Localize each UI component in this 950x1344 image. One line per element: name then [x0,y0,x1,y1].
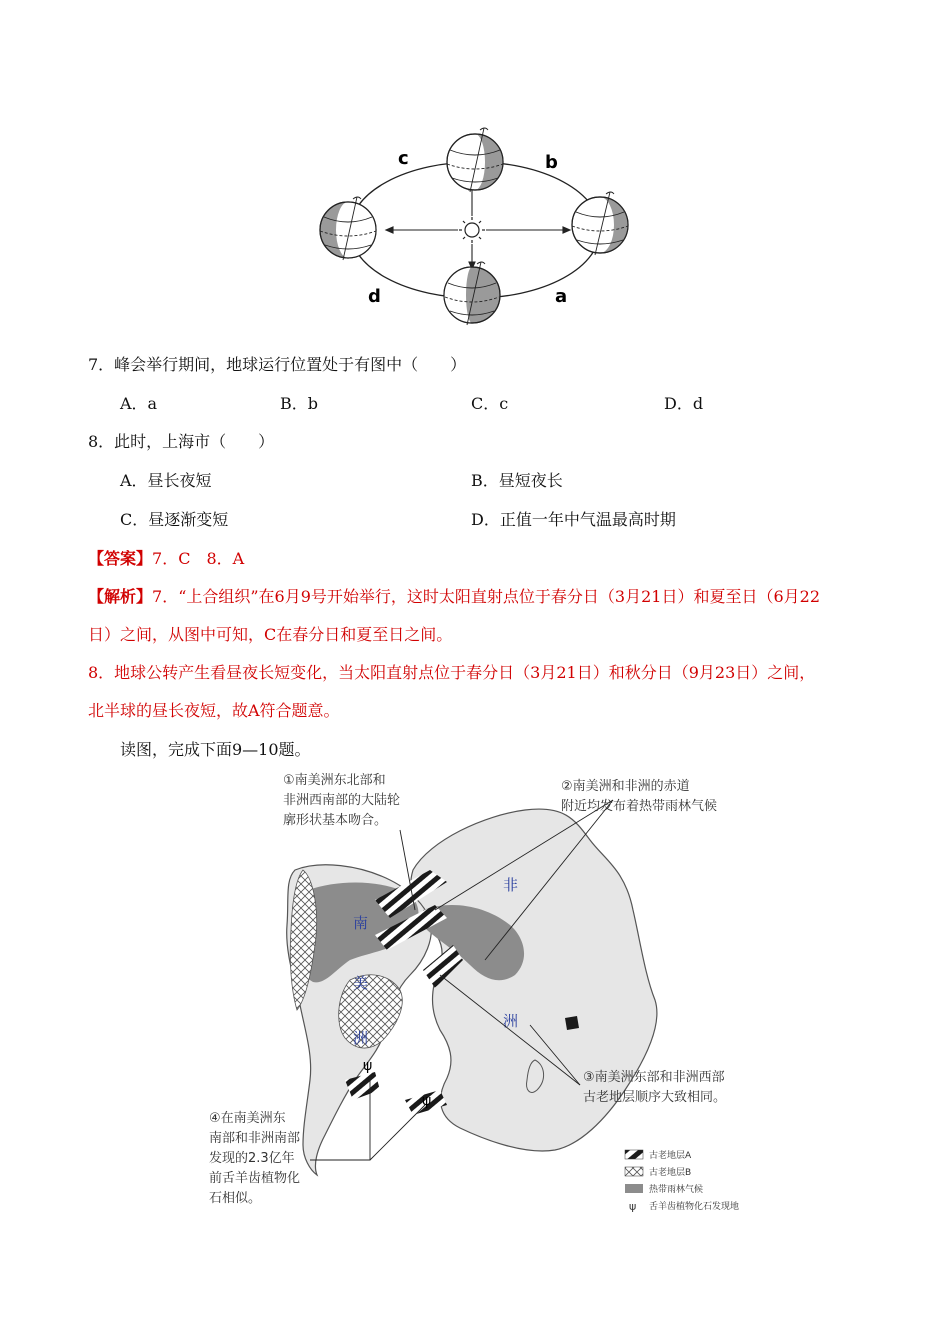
note-2-line-1: ②南美洲和非洲的赤道 [561,779,690,794]
note-4-line-2: 南部和非洲南部 [209,1131,301,1146]
note-1-line-2: 非洲西南部的大陆轮 [283,793,401,808]
answer-tag: 【答案】 [88,549,153,568]
legend-fossil: 舌羊齿植物化石发现地 [649,1202,740,1212]
fossil-site-icon-sa: ψ [363,1058,373,1074]
legend-layer-b: 古老地层B [649,1168,692,1178]
note-4-line-5: 石相似。 [209,1191,262,1206]
question-7-stem: 7．峰会举行期间，地球运行位置处于有图中（ ） [88,355,467,374]
legend-rainforest: 热带雨林气候 [649,1185,704,1195]
note-4-line-1: ④在南美洲东 [209,1111,286,1126]
orbit-label-b: b [545,152,558,173]
question-8-option-b: B．昼短夜长 [471,471,563,490]
continental-drift-map [185,760,795,1230]
sun-icon [459,217,485,243]
orbit-label-c: c [398,148,409,169]
note-1-line-1: ①南美洲东北部和 [283,773,386,788]
section-intro: 读图，完成下面9—10题。 [120,740,311,759]
orbit-label-a: a [555,286,568,307]
question-7-option-d: D．d [664,394,704,413]
analysis-text-1: 7．“上合组织”在6月9号开始举行，这时太阳直射点位于春分日（3月21日）和夏至日（6月22 [152,587,820,606]
note-2-line-2: 附近均发布着热带雨林气候 [561,799,718,814]
globe-right [572,192,628,255]
label-zhou-af: 洲 [503,1012,519,1030]
globe-left [320,197,376,260]
note-3-line-2: 古老地层顺序大致相同。 [583,1090,727,1105]
legend-fossil-icon: ψ [629,1200,637,1213]
fossil-site-icon-af: ψ [422,1093,432,1109]
map-legend [625,1149,739,1213]
question-7-option-c: C．c [471,394,509,413]
question-8-option-d: D．正值一年中气温最高时期 [471,510,676,529]
question-7-option-a: A．a [120,394,158,413]
analysis-tag: 【解析】 [88,587,153,606]
label-fei: 非 [503,876,519,894]
analysis-line-4: 北半球的昼长夜短，故A符合题意。 [88,701,340,720]
question-8-option-c: C．昼逐渐变短 [120,510,229,529]
question-7-option-b: B．b [280,394,319,413]
legend-layer-a: 古老地层A [649,1151,692,1161]
label-zhou-sa: 洲 [353,1029,369,1047]
old-layer-b-south [339,975,403,1048]
answer-text: 7．C 8．A [152,549,245,568]
question-8-stem: 8．此时，上海市（ ） [88,432,275,451]
globe-bottom [444,262,500,325]
earth-orbit-diagram [300,120,660,335]
old-layer-a-6 [565,1016,579,1030]
note-1-line-3: 廓形状基本吻合。 [283,813,388,828]
label-mei: 美 [353,974,369,992]
analysis-line-3: 8．地球公转产生看昼夜长短变化，当太阳直射点位于春分日（3月21日）和秋分日（9月23日）之间， [88,663,816,682]
answer-line [88,546,244,569]
note-4-line-4: 前舌羊齿植物化 [209,1171,301,1186]
orbit-label-d: d [368,286,381,307]
note-4-line-3: 发现的2.3亿年 [209,1151,295,1166]
note-3-line-1: ③南美洲东部和非洲西部 [583,1070,725,1085]
question-8-option-a: A．昼长夜短 [120,471,212,490]
analysis-line-2: 日）之间，从图中可知，C在春分日和夏至日之间。 [88,625,453,644]
label-nan: 南 [353,914,369,932]
analysis-line-1 [88,584,820,607]
globe-top [447,128,503,192]
